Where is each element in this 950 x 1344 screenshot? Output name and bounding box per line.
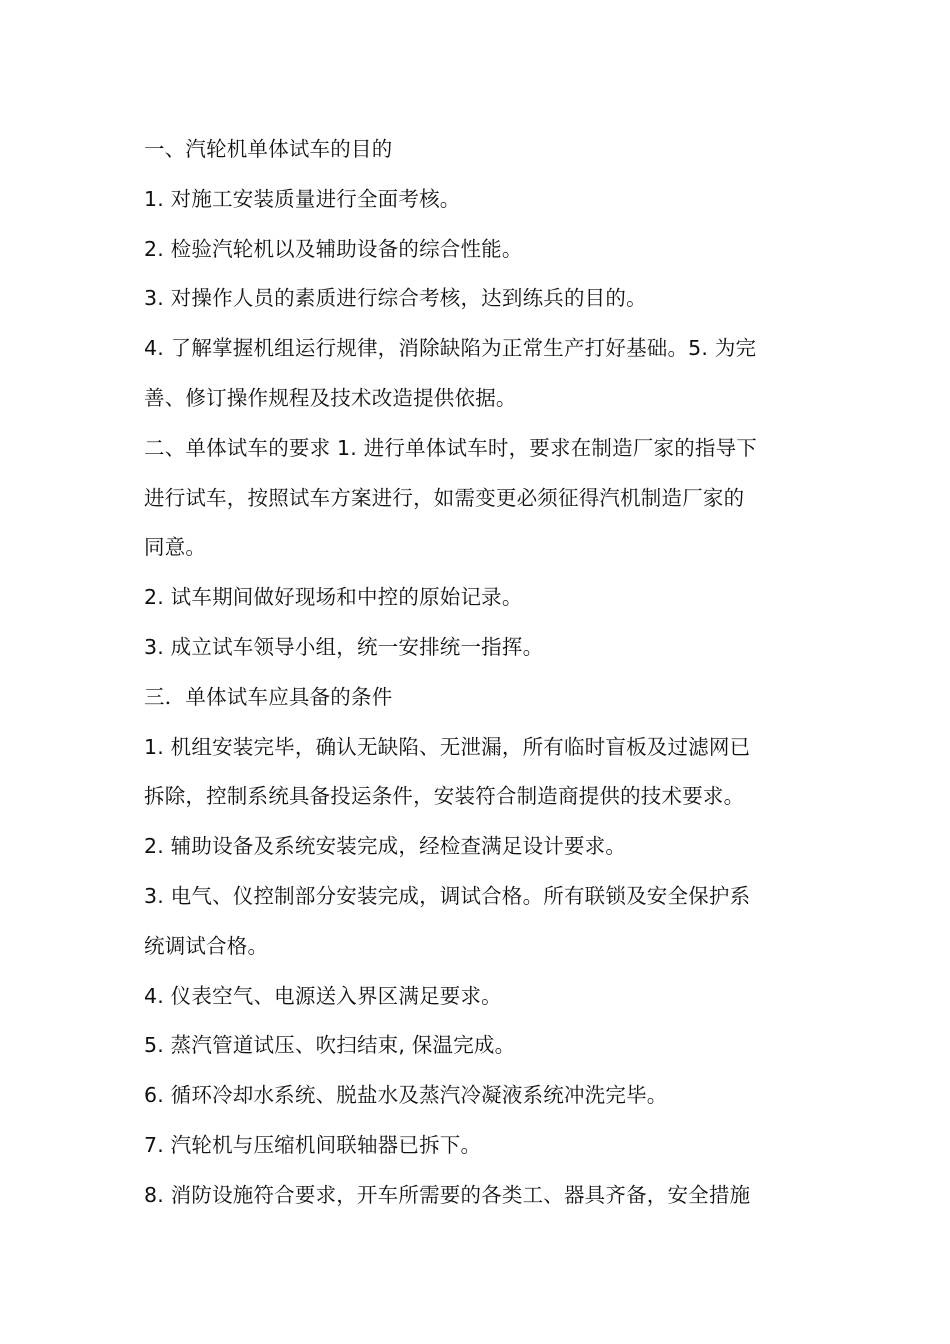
document-body	[144, 125, 809, 1221]
text-line: 同意。	[144, 535, 207, 560]
text-line: 5. 蒸汽管道试压、吹扫结束, 保温完成。	[144, 1033, 516, 1058]
text-line: 4. 仪表空气、电源送入界区满足要求。	[144, 983, 502, 1008]
text-line: 4. 了解掌握机组运行规律，消除缺陷为正常生产打好基础。5. 为完	[144, 336, 757, 361]
text-line: 统调试合格。	[144, 933, 269, 958]
text-line: 3. 对操作人员的素质进行综合考核，达到练兵的目的。	[144, 286, 647, 311]
text-line: 3. 电气、仪控制部分安装完成，调试合格。所有联锁及安全保护系	[144, 883, 751, 908]
text-line: 善、修订操作规程及技术改造提供依据。	[144, 385, 517, 410]
text-line: 1. 对施工安装质量进行全面考核。	[144, 186, 461, 211]
text-line: 7. 汽轮机与压缩机间联轴器已拆下。	[144, 1132, 482, 1157]
text-line: 3. 成立试车领导小组，统一安排统一指挥。	[144, 634, 544, 659]
text-line: 2. 辅助设备及系统安装完成，经检查满足设计要求。	[144, 834, 627, 859]
section-heading-3: 三．单体试车应具备的条件	[144, 684, 393, 709]
text-line: 1. 机组安装完毕，确认无缺陷、无泄漏，所有临时盲板及过滤网已	[144, 734, 751, 759]
text-line: 2. 试车期间做好现场和中控的原始记录。	[144, 585, 523, 610]
section-heading-2: 二、单体试车的要求 1. 进行单体试车时，要求在制造厂家的指导下	[144, 435, 757, 460]
text-line: 2. 检验汽轮机以及辅助设备的综合性能。	[144, 236, 523, 261]
text-line: 进行试车，按照试车方案进行，如需变更必须征得汽机制造厂家的	[144, 485, 745, 510]
text-line: 6. 循环冷却水系统、脱盐水及蒸汽冷凝液系统冲洗完毕。	[144, 1083, 668, 1108]
section-heading-1: 一、汽轮机单体试车的目的	[144, 137, 393, 161]
text-line: 8. 消防设施符合要求，开车所需要的各类工、器具齐备，安全措施	[144, 1182, 751, 1207]
text-line: 拆除，控制系统具备投运条件，安装符合制造商提供的技术要求。	[144, 784, 745, 809]
